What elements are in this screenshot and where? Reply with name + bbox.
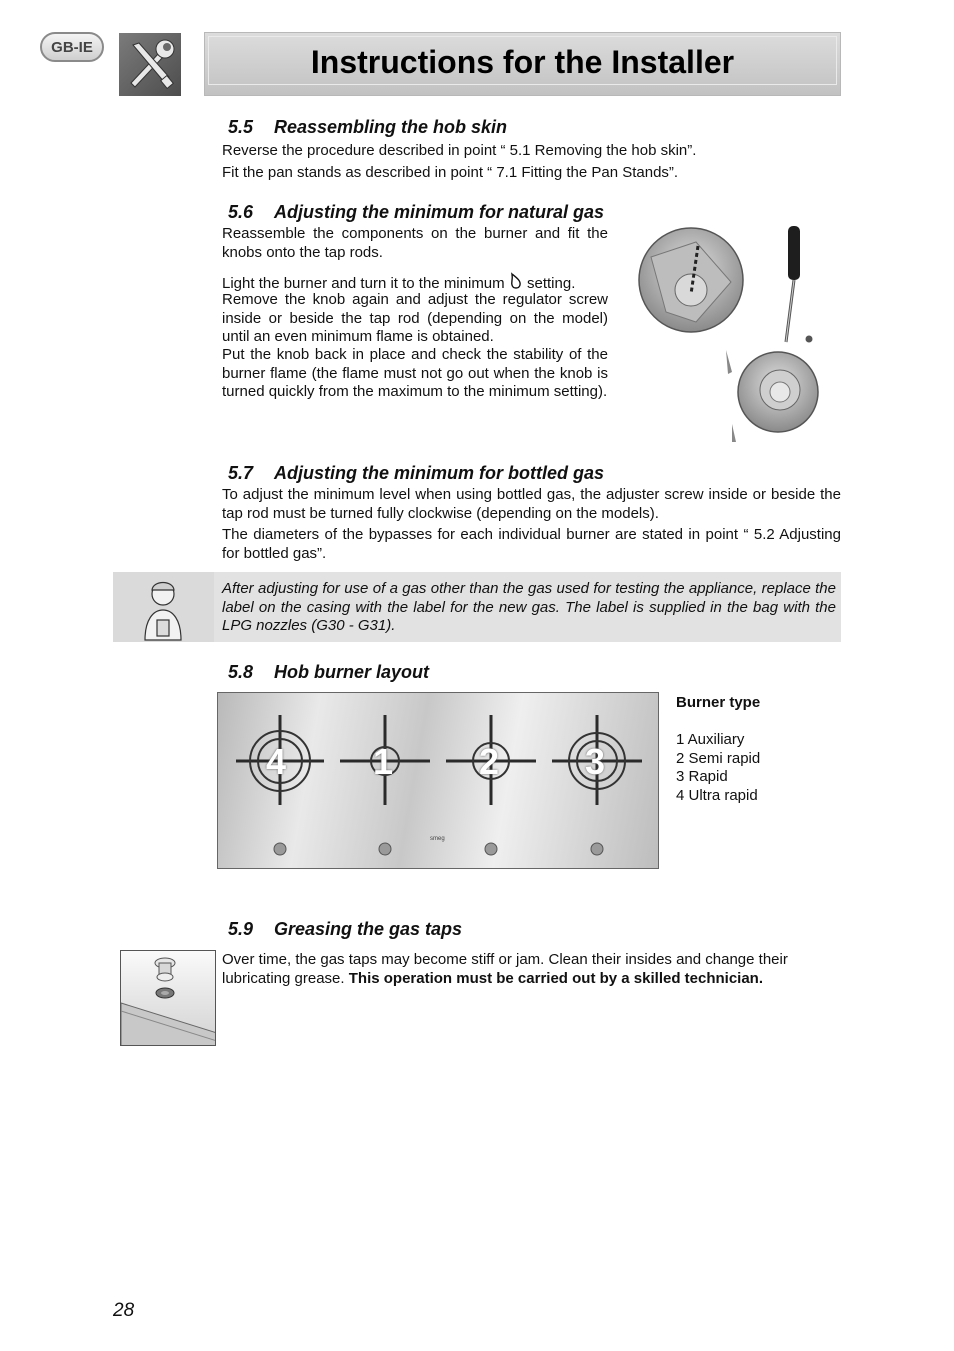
section-number: 5.9 [228,919,254,939]
text: Light the burner and turn it to the minimum [222,275,505,292]
text: Over time, the gas taps may become stiff or jam. Clean their insides and change their lubricating grease. [222,951,788,987]
tools-icon [119,33,181,96]
hob-layout-image [217,692,659,869]
text: setting. [527,275,576,292]
section-title: Reassembling the hob skin [274,117,508,137]
section-heading-5-6 [228,202,604,223]
legend-item: 3 Rapid [676,768,728,785]
legend-title: Burner type [676,694,761,711]
page-title: Instructions for the Installer [310,44,735,80]
brand-logo: smeg [430,836,445,842]
burner-number: 4 [266,741,287,782]
section-title: Adjusting the minimum for bottled gas [274,463,604,483]
burner-number: 2 [479,741,500,782]
regulator-adjustment-illustration [636,222,841,448]
legend-item: 4 Ultra rapid [676,786,758,804]
section-number: 5.6 [228,202,254,222]
legend-item: 1 Auxiliary [676,731,745,748]
paragraph: Put the knob back in place and check the stability of the burner flame (the flame must not go out when the knob is turned quickly from the maximum to the minimum setting). [222,346,608,400]
paragraph: Remove the knob again and adjust the regulator screw inside or beside the tap rod (depending on the model) until an even minimum flame is obtained. [222,291,608,345]
paragraph [222,951,841,988]
section-title: Hob burner layout [274,662,430,682]
section-heading-5-5 [228,117,507,138]
gas-tap-illustration [120,950,216,1046]
section-title: Adjusting the minimum for natural gas [274,202,605,222]
page-number: 28 [113,1300,135,1321]
technician-icon [113,572,214,642]
burner-number: 3 [585,741,606,782]
paragraph: Reverse the procedure described in point “ 5.1 Removing the hob skin”. [222,142,697,159]
section-number: 5.7 [228,463,254,483]
paragraph: Reassemble the components on the burner and fit the knobs onto the tap rods. [222,225,608,261]
section-heading-5-8 [228,662,429,683]
note-text: After adjusting for use of a gas other than the gas used for testing the appliance, replace the label on the casing with the label for the new gas. The label is supplied in the bag with the LPG nozzles (G30 - G31). [222,580,836,634]
paragraph: The diameters of the bypasses for each individual burner are stated in point “ 5.2 Adjusting for bottled gas”. [222,526,841,562]
section-heading-5-7 [228,463,604,484]
flame-minimum-icon [509,272,523,290]
paragraph: To adjust the minimum level when using bottled gas, the adjuster screw inside or beside the tap rod must be turned fully clockwise (depending on the models). [222,486,841,522]
warning-text: This operation must be carried out by a skilled technician. [348,969,764,987]
language-badge: GB-IE [40,32,104,62]
burner-legend [676,694,760,805]
section-heading-5-9 [228,919,462,940]
burner-number: 1 [373,741,394,782]
section-title: Greasing the gas taps [274,919,463,939]
section-number: 5.8 [228,662,254,682]
section-number: 5.5 [228,117,254,137]
paragraph: Fit the pan stands as described in point “ 7.1 Fitting the Pan Stands”. [222,164,679,181]
legend-item: 2 Semi rapid [676,749,761,767]
